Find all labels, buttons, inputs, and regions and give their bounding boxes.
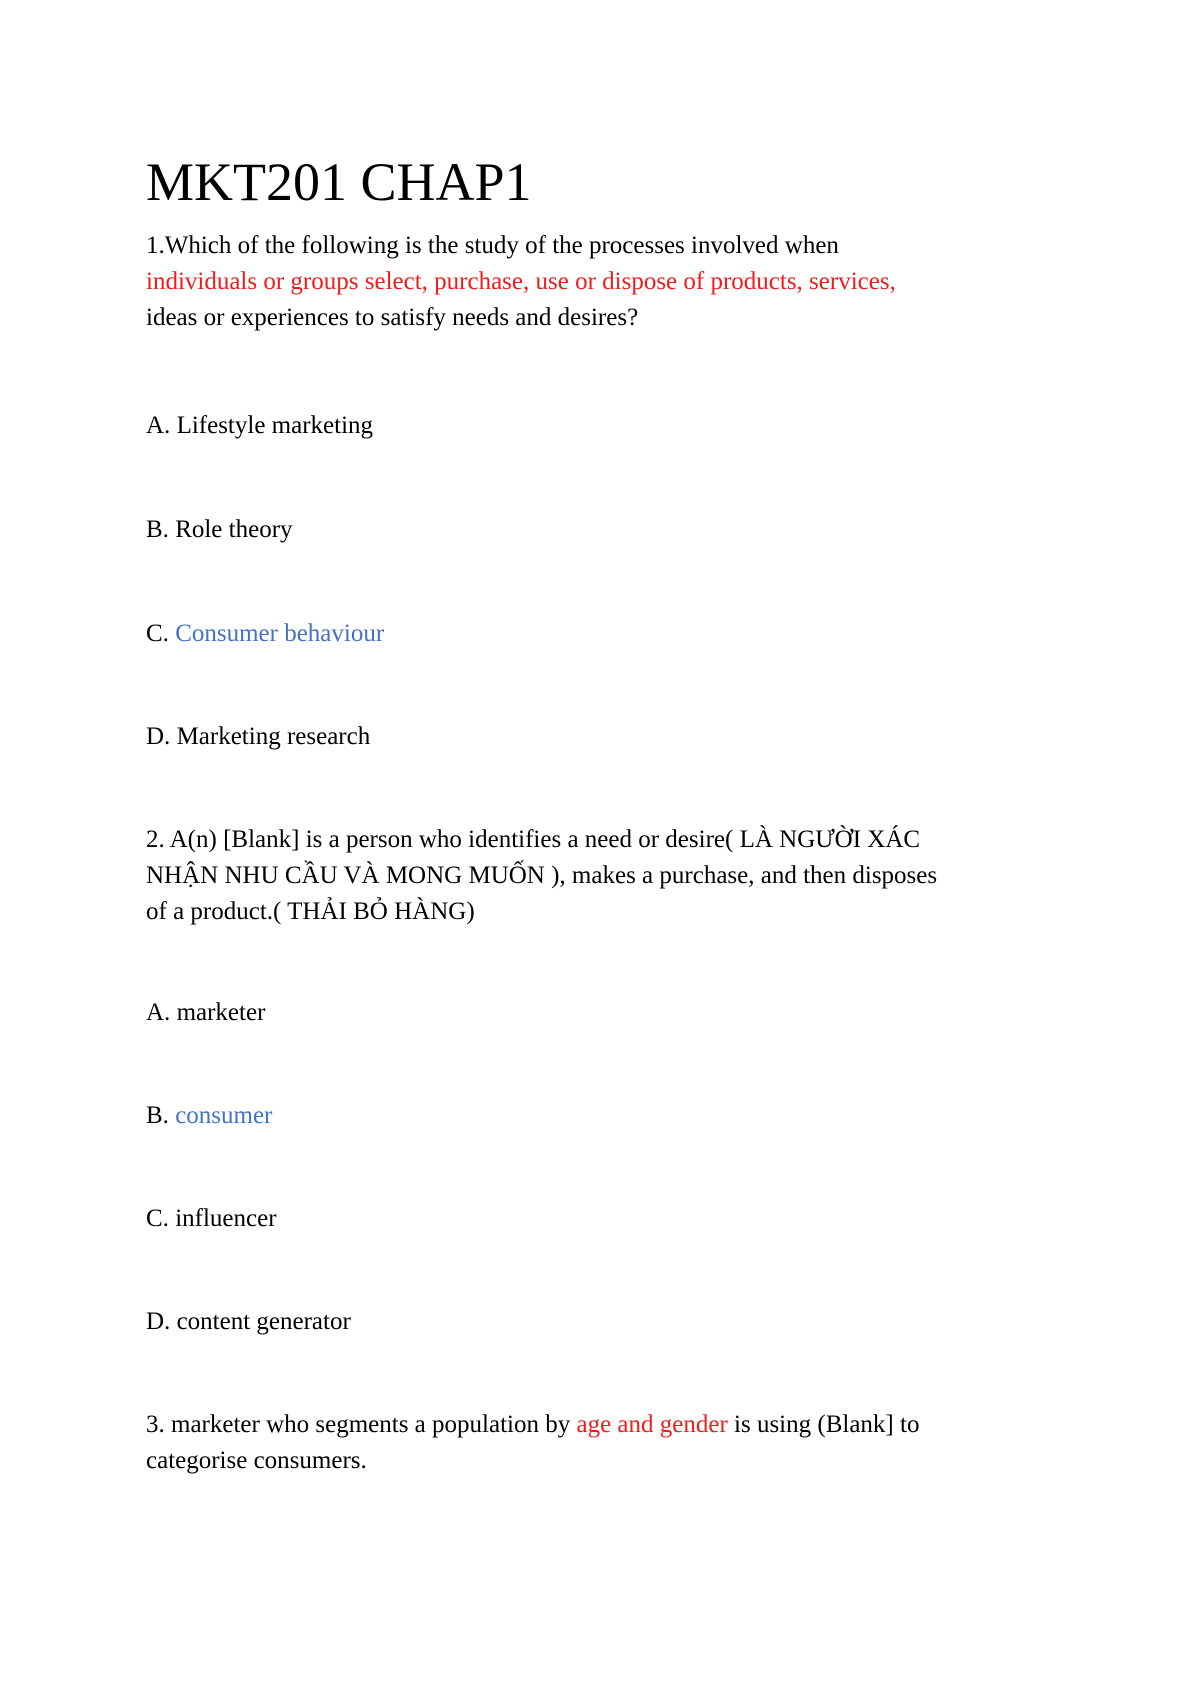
q1-option-c — [146, 616, 1076, 652]
question-1-line-3: ideas or experiences to satisfy needs and desires? — [146, 304, 639, 331]
question-3 — [146, 1407, 1076, 1479]
question-1-highlight: individuals or groups select, purchase, use or dispose of products, services, — [146, 268, 896, 295]
question-2-line-3: of a product.( THẢI BỎ HÀNG) — [146, 898, 475, 925]
option-letter: A. — [146, 412, 171, 439]
q2-option-b — [146, 1098, 1076, 1134]
option-letter: B. — [146, 1102, 169, 1129]
option-text: marketer — [176, 999, 266, 1026]
q2-option-a — [146, 995, 1076, 1031]
page-title: MKT201 CHAP1 — [146, 152, 532, 212]
option-text-correct: consumer — [175, 1102, 273, 1129]
question-3-highlight: age and gender — [576, 1411, 728, 1438]
option-letter: D. — [146, 1308, 171, 1335]
option-letter: B. — [146, 516, 169, 543]
question-2-line-1: 2. A(n) [Blank] is a person who identifies a need or desire( LÀ NGƯỜI XÁC — [146, 826, 921, 853]
question-3-text-post: is using (Blank] to — [727, 1411, 920, 1438]
q1-option-d — [146, 719, 1076, 755]
question-2 — [146, 822, 1076, 930]
option-text: Lifestyle marketing — [176, 412, 374, 439]
option-letter: C. — [146, 620, 169, 647]
option-text: influencer — [175, 1205, 277, 1232]
question-2-line-2: NHẬN NHU CẦU VÀ MONG MUỐN ), makes a purchase, and then disposes — [146, 862, 938, 889]
question-3-line-1 — [146, 1407, 1076, 1443]
question-1 — [146, 228, 1076, 336]
question-3-line-2: categorise consumers. — [146, 1447, 367, 1474]
q1-option-b — [146, 512, 1076, 548]
option-text: content generator — [176, 1308, 351, 1335]
option-text: Marketing research — [176, 723, 371, 750]
q1-option-a — [146, 408, 1076, 444]
option-letter: A. — [146, 999, 171, 1026]
option-letter: C. — [146, 1205, 169, 1232]
option-text: Role theory — [175, 516, 293, 543]
option-text-correct: Consumer behaviour — [175, 620, 385, 647]
question-1-line-1: 1.Which of the following is the study of the processes involved when — [146, 232, 839, 259]
q2-option-c — [146, 1201, 1076, 1237]
question-3-text-pre: 3. marketer who segments a population by — [146, 1411, 577, 1438]
option-letter: D. — [146, 723, 171, 750]
q2-option-d — [146, 1304, 1076, 1340]
